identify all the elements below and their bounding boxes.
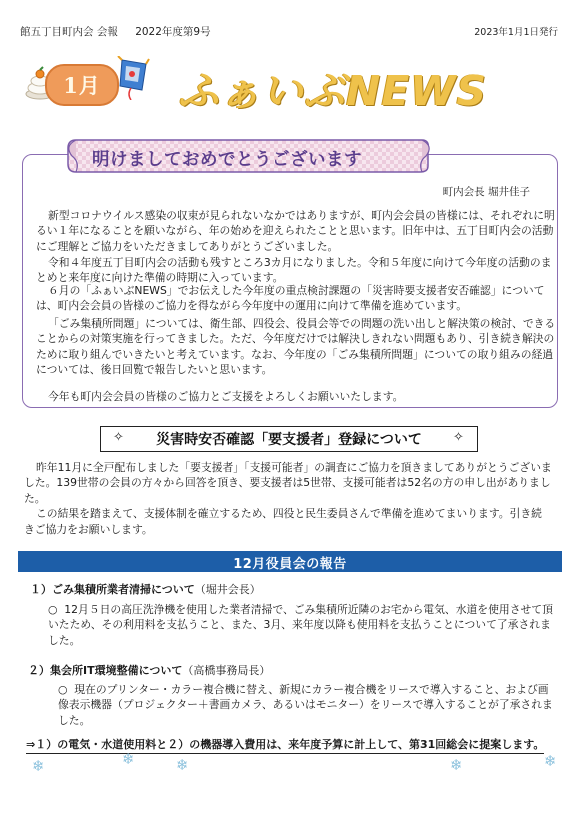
greeting-paragraph: 令和４年度五丁目町内会の活動も残すところ3カ月になりました。令和５年度に向けて今年度の活動のまとめと来年度に向けた準備の時期に入っています。 (36, 256, 552, 285)
section2-paragraph: 昨年11月に全戸配布しました「要支援者」「支援可能者」の調査にご協力を頂きましてありがとうございました。139世帯の会員の方々から回答を頂き、要支援者は5世帯、支援可能者は52名の方の申し出がありました。 (24, 461, 552, 505)
snowflake-icon: ❄ (176, 756, 189, 774)
diamond-star-icon: ✧ (453, 430, 464, 445)
newsletter-name: ふぁいぶNEWS (178, 67, 488, 115)
snowflake-icon: ❄ (122, 750, 135, 768)
header-org-issue (20, 24, 211, 39)
circle-bullet: ○ (58, 683, 68, 696)
report-item-body: ○ 現在のプリンター・カラー複合機に替え、新規にカラー複合機をリースで導入すること、および画像表示機器（プロジェクター＋書画カメラ、あるいはモニター）をリースで導入することが了承されました。 (58, 683, 553, 727)
section2-paragraph: この結果を踏まえて、支援体制を確立するため、四役と民生委員さんで準備を進めてまいります。引き続きご協力をお願いします。 (24, 507, 542, 536)
section2-title: 災害時安否確認「要支援者」登録について (156, 432, 422, 448)
section3-title: 12月役員会の報告 (233, 557, 347, 572)
publish-date: 2023年1月1日発行 (474, 27, 558, 38)
issue-number: 2022年度第9号 (135, 26, 211, 38)
kite-icon (116, 56, 150, 100)
org-name: 館五丁目町内会 会報 (20, 26, 118, 38)
section2-body (24, 460, 552, 537)
report-item-body: ○ 12月５日の高圧洗浄機を使用した業者清掃で、ごみ集積所近隣のお宅から電気、水道を使用させて頂いたため、その利用料を支払うこと、また、3月、来年度以降も使用料を支払うことについて了承されました。 (48, 603, 553, 647)
circle-bullet: ○ (48, 603, 58, 616)
greeting-title: 明けましておめでとうございます (92, 150, 362, 170)
snowflake-icon: ❄ (544, 752, 557, 770)
snowflake-icon: ❄ (32, 757, 45, 775)
greeting-paragraph: 「ごみ集積所問題」については、衛生部、四役会、役員会等での問題の洗い出しと解決策の検討、できることからの対策実施を行ってきました。ただ、今年度だけでは解決しきれない問題もあり、引き続き解決のために取り組んでいきたいと考えています。なお、今年度の「ごみ集積所問題」についての取り組みの経過については、後日回覧で報告したいと思います。 (36, 317, 556, 377)
greeting-paragraph: 新型コロナウイルス感染の収束が見られないなかではありますが、町内会会員の皆様には、それぞれに明るい１年になることを願いながら、年の始めを迎えられたことと思います。旧年中は、五丁目町内会の活動にご理解とご協力をいただきましてありがとうございました。 (36, 209, 555, 253)
month-badge: 1月 (45, 64, 119, 106)
greeting-author: 町内会長 堀井佳子 (442, 186, 530, 198)
greeting-paragraph: ６月の「ふぁいぶNEWS」でお伝えした今年度の重点検討課題の「災害時要支援者安否確認」については、町内会会員の皆様のご協力を得ながら今年度中の運用に向けて準備を進めています。 (36, 284, 545, 313)
greeting-closing: 今年も町内会会員の皆様のご協力とご支援をよろしくお願いいたします。 (48, 390, 404, 403)
report-conclusion: ⇒１）の電気・水道使用料と２）の機器導入費用は、来年度予算に計上して、第31回総会に提案します。 (26, 736, 544, 754)
snowflake-icon: ❄ (450, 756, 463, 774)
diamond-star-icon: ✧ (113, 430, 124, 445)
report-item-heading: １）ごみ集積所業者清掃について（堀井会長） (30, 583, 261, 596)
report-item-heading: ２）集会所IT環境整備について（高橋事務局長） (28, 664, 271, 677)
